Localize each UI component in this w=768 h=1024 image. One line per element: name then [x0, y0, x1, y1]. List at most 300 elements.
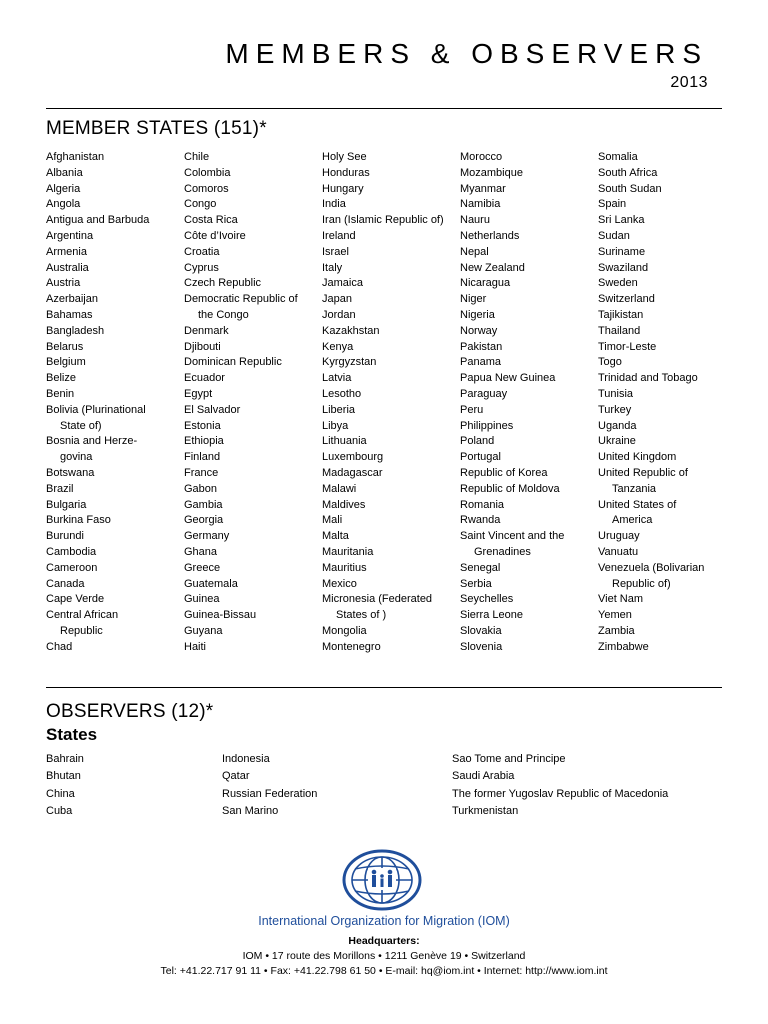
country-name: Comoros: [184, 182, 229, 195]
list-item: [598, 276, 736, 292]
list-item: [598, 371, 736, 387]
country-name: Portugal: [460, 451, 501, 464]
list-item: [46, 577, 184, 593]
country-name: Jordan: [322, 308, 356, 321]
list-item: [46, 498, 184, 514]
country-name: San Marino: [222, 804, 279, 817]
country-name: Pakistan: [460, 340, 503, 353]
country-name: Armenia: [46, 245, 87, 258]
list-item: [184, 466, 322, 482]
country-name: Republic of Moldova: [460, 482, 560, 495]
list-item: [46, 340, 184, 356]
list-item: [460, 150, 598, 166]
list-item: [322, 371, 460, 387]
list-item: [598, 292, 736, 308]
list-item: [598, 355, 736, 371]
country-name: Botswana: [46, 466, 95, 479]
country-name: Serbia: [460, 577, 492, 590]
list-item: [460, 450, 598, 466]
member-column-2: [184, 150, 322, 656]
country-name: Jamaica: [322, 277, 363, 290]
country-name: United Kingdom: [598, 451, 677, 464]
list-item: [322, 624, 460, 640]
country-name: Bolivia (Plurinational: [46, 403, 146, 416]
country-name: Japan: [322, 293, 352, 306]
list-item: [184, 434, 322, 450]
country-name: Peru: [460, 403, 484, 416]
country-name: United Republic of: [598, 466, 688, 479]
country-name: Norway: [460, 324, 498, 337]
country-name: Nicaragua: [460, 277, 511, 290]
country-name: South Africa: [598, 166, 658, 179]
country-name: Bahamas: [46, 308, 93, 321]
country-name: Haiti: [184, 640, 207, 653]
list-item: [46, 150, 184, 166]
list-item: [460, 182, 598, 198]
country-name: Denmark: [184, 324, 229, 337]
year-label: 2013: [670, 74, 708, 91]
country-name: Holy See: [322, 151, 367, 163]
country-name: Lithuania: [322, 435, 367, 448]
list-item: [322, 482, 460, 498]
list-item: [322, 545, 460, 561]
list-item: [46, 545, 184, 561]
country-name: Uganda: [598, 419, 637, 432]
observer-column-1: [46, 751, 222, 820]
country-name: Bangladesh: [46, 324, 105, 337]
country-name: Myanmar: [460, 182, 506, 195]
country-name: Turkey: [598, 403, 632, 416]
country-name: Sao Tome and Principe: [452, 753, 566, 765]
country-name: Israel: [322, 245, 349, 258]
list-item: [452, 786, 712, 803]
country-name: Slovakia: [460, 624, 502, 637]
country-name: El Salvador: [184, 403, 241, 416]
list-item: [322, 450, 460, 466]
list-item: [598, 166, 736, 182]
list-item: [322, 229, 460, 245]
country-name: Slovenia: [460, 640, 503, 653]
country-name: Namibia: [460, 198, 501, 211]
list-item: [184, 324, 322, 340]
country-name: Azerbaijan: [46, 293, 98, 306]
country-name: Nepal: [460, 245, 489, 258]
list-item: [184, 513, 322, 529]
list-item: [184, 182, 322, 198]
list-item: [598, 324, 736, 340]
list-item: [460, 340, 598, 356]
country-name: Burkina Faso: [46, 514, 111, 527]
list-item: [598, 340, 736, 356]
list-item: [460, 213, 598, 229]
country-name: India: [322, 198, 346, 211]
country-name: Cuba: [46, 804, 73, 817]
list-item: [322, 529, 460, 545]
list-item: [46, 466, 184, 482]
observers-states-subheading: States: [46, 725, 98, 744]
list-item: [46, 803, 222, 820]
list-item: [184, 608, 322, 624]
country-name: Canada: [46, 577, 85, 590]
list-item: [322, 213, 460, 229]
country-name: Vanuatu: [598, 545, 639, 558]
country-name: Cape Verde: [46, 593, 105, 606]
list-item: [598, 229, 736, 245]
country-name: Finland: [184, 451, 221, 464]
country-name: Hungary: [322, 182, 364, 195]
list-item: [184, 450, 322, 466]
list-item: [322, 340, 460, 356]
country-name: Burundi: [46, 530, 84, 543]
list-item: [184, 150, 322, 166]
country-name: Bosnia and Herze-: [46, 435, 138, 448]
list-item: [598, 261, 736, 277]
country-name: Papua New Guinea: [460, 372, 556, 385]
list-item: [598, 466, 736, 498]
observer-column-2: [222, 751, 452, 820]
list-item: [598, 434, 736, 450]
country-name: Yemen: [598, 609, 632, 622]
list-item: [322, 592, 460, 624]
list-item: [46, 592, 184, 608]
country-name: Belgium: [46, 356, 86, 369]
country-name: Cambodia: [46, 545, 97, 558]
country-name: Ecuador: [184, 372, 225, 385]
list-item: [322, 419, 460, 435]
country-name: Niger: [460, 293, 487, 306]
list-item: [46, 308, 184, 324]
member-states-heading: MEMBER STATES (151)*: [46, 118, 267, 139]
list-item: [460, 577, 598, 593]
list-item: [460, 561, 598, 577]
list-item: [46, 197, 184, 213]
list-item: [322, 324, 460, 340]
country-name: Egypt: [184, 387, 213, 400]
list-item: [598, 387, 736, 403]
member-column-5: [598, 150, 736, 656]
list-item: [460, 276, 598, 292]
list-item: [46, 751, 222, 768]
list-item: [184, 498, 322, 514]
list-item: [46, 166, 184, 182]
list-item: [46, 482, 184, 498]
list-item: [184, 640, 322, 656]
country-name: Ukraine: [598, 435, 636, 448]
country-name: Nauru: [460, 214, 490, 227]
list-item: [184, 624, 322, 640]
country-name: Australia: [46, 261, 89, 274]
country-name: Lesotho: [322, 387, 362, 400]
list-item: [598, 592, 736, 608]
list-item: [598, 197, 736, 213]
list-item: [598, 403, 736, 419]
footer: [0, 934, 768, 979]
member-column-4: [460, 150, 598, 656]
country-name: Djibouti: [184, 340, 221, 353]
country-name: Maldives: [322, 498, 366, 511]
country-name: Albania: [46, 166, 83, 179]
list-item: [452, 751, 712, 768]
country-name-continuation: America: [612, 514, 653, 527]
country-name: Mali: [322, 514, 343, 527]
country-name-continuation: the Congo: [198, 308, 249, 321]
country-name: Philippines: [460, 419, 514, 432]
country-name: Guyana: [184, 624, 223, 637]
country-name: Angola: [46, 198, 81, 211]
member-column-1: [46, 150, 184, 656]
country-name: Iran (Islamic Republic of): [322, 214, 444, 227]
country-name: Rwanda: [460, 514, 501, 527]
list-item: [460, 624, 598, 640]
list-item: [460, 482, 598, 498]
country-name: Tajikistan: [598, 308, 644, 321]
list-item: [46, 371, 184, 387]
list-item: [322, 292, 460, 308]
country-name: Guatemala: [184, 577, 238, 590]
list-item: [322, 513, 460, 529]
country-name: Antigua and Barbuda: [46, 214, 150, 227]
list-item: [184, 592, 322, 608]
list-item: [46, 292, 184, 308]
country-name: Paraguay: [460, 387, 508, 400]
list-item: [184, 276, 322, 292]
list-item: [184, 197, 322, 213]
country-name: Guinea-Bissau: [184, 609, 257, 622]
list-item: [460, 245, 598, 261]
country-name: Tunisia: [598, 387, 634, 400]
list-item: [46, 561, 184, 577]
list-item: [46, 229, 184, 245]
list-item: [460, 513, 598, 529]
list-item: [46, 261, 184, 277]
list-item: [460, 229, 598, 245]
country-name: Bhutan: [46, 770, 81, 783]
country-name: Venezuela (Bolivarian: [598, 561, 705, 574]
list-item: [184, 355, 322, 371]
list-item: [322, 308, 460, 324]
list-item: [322, 276, 460, 292]
country-name: Ethiopia: [184, 435, 224, 448]
list-item: [460, 529, 598, 561]
country-name: Switzerland: [598, 293, 655, 306]
country-name: Sierra Leone: [460, 609, 523, 622]
country-name-continuation: Grenadines: [474, 545, 531, 558]
country-name: Cyprus: [184, 261, 219, 274]
country-name: Ghana: [184, 545, 218, 558]
country-name: Trinidad and Tobago: [598, 372, 698, 385]
list-item: [598, 624, 736, 640]
list-item: [184, 166, 322, 182]
country-name: Kenya: [322, 340, 354, 353]
country-name: South Sudan: [598, 182, 662, 195]
country-name: Romania: [460, 498, 505, 511]
list-item: [322, 561, 460, 577]
list-item: [322, 150, 460, 166]
country-name: Congo: [184, 198, 217, 211]
list-item: [184, 245, 322, 261]
list-item: [322, 387, 460, 403]
list-item: [460, 466, 598, 482]
list-item: [184, 229, 322, 245]
country-name: Mexico: [322, 577, 357, 590]
organization-name: International Organization for Migration (IOM): [258, 914, 510, 928]
list-item: [222, 751, 452, 768]
list-item: [460, 592, 598, 608]
list-item: [46, 786, 222, 803]
list-item: [452, 803, 712, 820]
list-item: [598, 245, 736, 261]
list-item: [598, 498, 736, 530]
country-name: Libya: [322, 419, 349, 432]
list-item: [222, 803, 452, 820]
headquarters-label: Headquarters:: [348, 935, 420, 947]
country-name: Colombia: [184, 166, 231, 179]
list-item: [322, 166, 460, 182]
list-item: [322, 197, 460, 213]
list-item: [598, 182, 736, 198]
country-name: Zambia: [598, 624, 635, 637]
list-item: [46, 182, 184, 198]
list-item: [598, 419, 736, 435]
list-item: [46, 324, 184, 340]
list-item: [598, 213, 736, 229]
country-name: Latvia: [322, 372, 352, 385]
country-name: Mauritania: [322, 545, 374, 558]
iom-logo: [339, 847, 425, 911]
list-item: [460, 324, 598, 340]
list-item: [184, 529, 322, 545]
list-item: [46, 640, 184, 656]
list-item: [46, 403, 184, 435]
country-name: Viet Nam: [598, 593, 644, 606]
country-name: Turkmenistan: [452, 804, 519, 817]
country-name: Guinea: [184, 593, 220, 606]
list-item: [598, 529, 736, 545]
list-item: [460, 403, 598, 419]
list-item: [46, 608, 184, 640]
top-divider: [46, 108, 722, 109]
list-item: [322, 434, 460, 450]
country-name: Italy: [322, 261, 343, 274]
list-item: [322, 261, 460, 277]
country-name: Bahrain: [46, 753, 84, 765]
list-item: [322, 498, 460, 514]
country-name: Timor-Leste: [598, 340, 657, 353]
country-name: New Zealand: [460, 261, 525, 274]
country-name: Cameroon: [46, 561, 98, 574]
list-item: [598, 450, 736, 466]
list-item: [184, 561, 322, 577]
list-item: [460, 292, 598, 308]
middle-divider: [46, 687, 722, 688]
list-item: [460, 419, 598, 435]
country-name: Micronesia (Federated: [322, 593, 433, 606]
member-states-list: [46, 150, 736, 656]
country-name: Madagascar: [322, 466, 383, 479]
list-item: [598, 561, 736, 593]
list-item: [184, 577, 322, 593]
address-line: IOM • 17 route des Morillons • 1211 Genève 19 • Switzerland: [242, 950, 526, 962]
list-item: [460, 166, 598, 182]
country-name: Indonesia: [222, 753, 270, 765]
country-name: The former Yugoslav Republic of Macedonia: [452, 787, 669, 800]
list-item: [460, 434, 598, 450]
list-item: [184, 482, 322, 498]
country-name: Czech Republic: [184, 277, 262, 290]
list-item: [184, 340, 322, 356]
country-name: Kyrgyzstan: [322, 356, 377, 369]
country-name: Chile: [184, 151, 210, 163]
country-name: Saudi Arabia: [452, 770, 515, 783]
country-name: Ireland: [322, 229, 356, 242]
country-name: Mozambique: [460, 166, 523, 179]
page-title: MEMBERS & OBSERVERS: [225, 38, 708, 69]
list-item: [598, 608, 736, 624]
country-name: Nigeria: [460, 308, 495, 321]
country-name: Kazakhstan: [322, 324, 380, 337]
country-name: Zimbabwe: [598, 640, 649, 653]
country-name: Georgia: [184, 514, 224, 527]
country-name: Afghanistan: [46, 151, 105, 163]
country-name: Benin: [46, 387, 75, 400]
country-name: Brazil: [46, 482, 74, 495]
list-item: [184, 545, 322, 561]
country-name: Estonia: [184, 419, 221, 432]
country-name: Morocco: [460, 151, 503, 163]
list-item: [184, 371, 322, 387]
list-item: [46, 513, 184, 529]
country-name: Sweden: [598, 277, 638, 290]
country-name: Sri Lanka: [598, 214, 645, 227]
country-name: Poland: [460, 435, 495, 448]
country-name: Senegal: [460, 561, 501, 574]
country-name: Mauritius: [322, 561, 367, 574]
list-item: [460, 197, 598, 213]
country-name: Democratic Republic of: [184, 293, 298, 306]
country-name: Honduras: [322, 166, 370, 179]
country-name-continuation: Republic of): [612, 577, 671, 590]
list-item: [460, 387, 598, 403]
country-name: Suriname: [598, 245, 646, 258]
list-item: [460, 498, 598, 514]
list-item: [46, 529, 184, 545]
country-name: China: [46, 787, 75, 800]
list-item: [46, 434, 184, 466]
country-name: Malawi: [322, 482, 357, 495]
list-item: [460, 640, 598, 656]
contact-line: Tel: +41.22.717 91 11 • Fax: +41.22.798 61 50 • E-mail: hq@iom.int • Internet: http://www.iom.int: [160, 965, 608, 977]
list-item: [460, 608, 598, 624]
country-name: Qatar: [222, 770, 250, 783]
country-name-continuation: Tanzania: [612, 482, 657, 495]
country-name: Gambia: [184, 498, 223, 511]
country-name: France: [184, 466, 219, 479]
country-name: Uruguay: [598, 530, 640, 543]
country-name: Gabon: [184, 482, 218, 495]
list-item: [184, 292, 322, 324]
list-item: [460, 371, 598, 387]
list-item: [598, 545, 736, 561]
list-item: [46, 213, 184, 229]
country-name: Dominican Republic: [184, 356, 282, 369]
country-name-continuation: Republic: [60, 624, 103, 637]
country-name: Somalia: [598, 151, 638, 163]
list-item: [452, 768, 712, 785]
observer-column-3: [452, 751, 712, 820]
member-column-3: [322, 150, 460, 656]
list-item: [322, 403, 460, 419]
list-item: [184, 403, 322, 419]
